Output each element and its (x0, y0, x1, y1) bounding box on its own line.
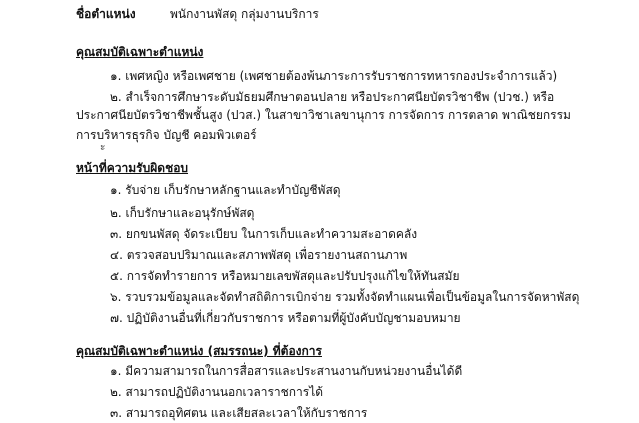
stray-mark: ะ (100, 142, 106, 153)
position-label: ชื่อตำแหน่ง (76, 7, 136, 21)
competency-item-1: ๑. มีความสามารถในการสื่อสารและประสานงานกับหน่วยงานอื่นได้ดี (110, 364, 463, 378)
responsibilities-heading: หน้าที่ความรับผิดชอบ (76, 161, 189, 175)
competencies-heading: คุณสมบัติเฉพาะตำแหน่ง (สมรรถนะ) ที่ต้องการ (76, 344, 322, 358)
qualification-item-1: ๑. เพศหญิง หรือเพศชาย (เพศชายต้องพ้นภาระการรับราชการทหารกองประจำการแล้ว) (110, 69, 558, 83)
competency-item-2: ๒. สามารถปฏิบัติงานนอกเวลาราชการได้ (110, 385, 324, 399)
responsibility-item-3: ๓. ยกขนพัสดุ จัดระเบียบ ในการเก็บและทำความสะอาดคลัง (110, 227, 418, 241)
responsibility-item-1: ๑. รับจ่าย เก็บรักษาหลักฐานและทำบัญชีพัสดุ (110, 183, 341, 197)
qualifications-heading: คุณสมบัติเฉพาะตำแหน่ง (76, 45, 204, 59)
position-value: พนักงานพัสดุ กลุ่มงานบริการ (170, 7, 319, 21)
responsibility-item-7: ๗. ปฏิบัติงานอื่นที่เกี่ยวกับราชการ หรือตามที่ผู้บังคับบัญชามอบหมาย (110, 311, 461, 325)
competency-item-3: ๓. สามารถอุทิศตน และเสียสละเวลาให้กับราชการ (110, 406, 368, 420)
qualification-continuation-2: การบริหารธุรกิจ บัญชี คอมพิวเตอร์ (76, 128, 257, 142)
responsibility-item-4: ๔. ตรวจสอบปริมาณและสภาพพัสดุ เพื่อรายงานสถานภาพ (110, 248, 408, 262)
responsibility-item-6: ๖. รวบรวมข้อมูลและจัดทำสถิติการเบิกจ่าย รวมทั้งจัดทำแผนเพื่อเป็นข้อมูลในการจัดหาพัสดุ (110, 290, 580, 304)
responsibility-item-2: ๒. เก็บรักษาและอนุรักษ์พัสดุ (110, 206, 255, 220)
qualification-continuation-1: ประกาศนียบัตรวิชาชีพชั้นสูง (ปวส.) ในสาขาวิชาเลขานุการ การจัดการ การตลาด พาณิชยกรรม (76, 108, 571, 122)
qualification-item-2: ๒. สำเร็จการศึกษาระดับมัธยมศึกษาตอนปลาย หรือประกาศนียบัตรวิชาชีพ (ปวช.) หรือ (110, 90, 555, 104)
responsibility-item-5: ๕. การจัดทำรายการ หรือหมายเลขพัสดุและปรับปรุงแก้ไขให้ทันสมัย (110, 269, 460, 283)
